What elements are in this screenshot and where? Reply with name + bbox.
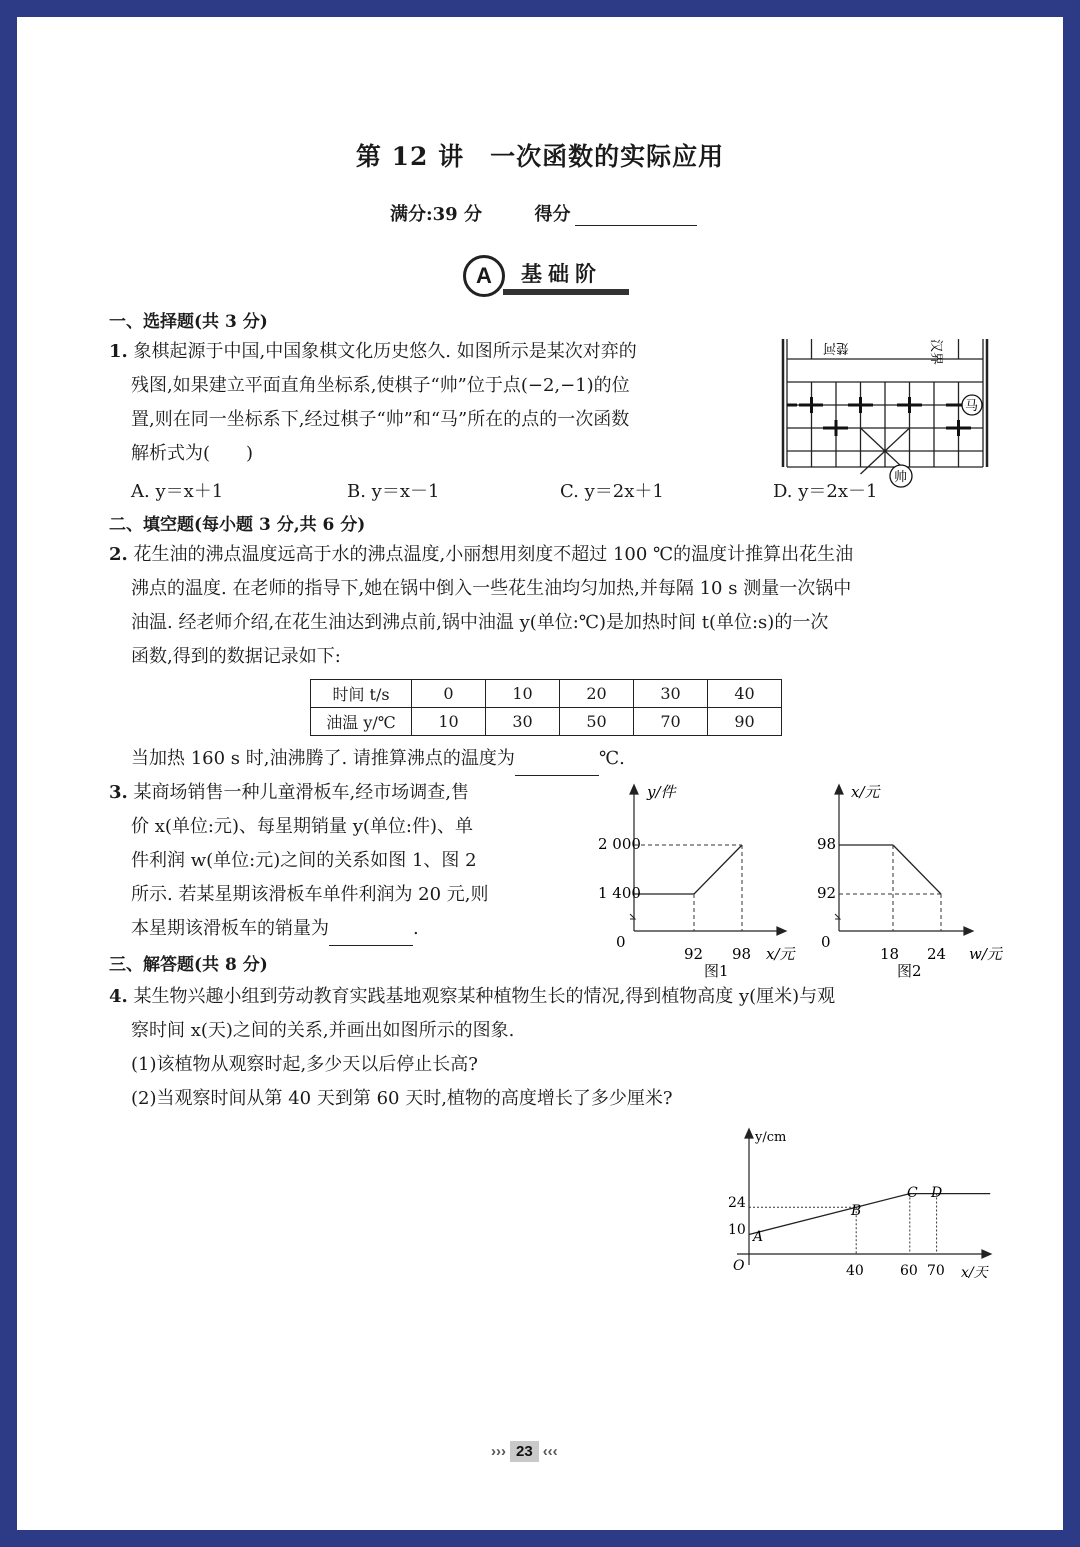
q2-number: 2. (109, 544, 128, 565)
full-score: 满分:39 分 (390, 204, 482, 225)
q4-sub-1: (1)该植物从观察时起,多少天以后停止长高? (131, 1054, 478, 1075)
section-letter-icon: A (463, 255, 505, 297)
fig1-xtick-92: 92 (684, 945, 704, 963)
fig2-ylabel: x/元 (851, 783, 880, 801)
question-2 (109, 538, 1009, 674)
q4-point-b: B (851, 1203, 862, 1219)
table-row-label: 时间 t/s (311, 680, 412, 708)
question-1 (109, 335, 769, 471)
part1-heading: 一、选择题(共 3 分) (109, 312, 268, 332)
q1-line-4: 解析式为( ) (131, 443, 254, 464)
q3-line-5: 本星期该滑板车的销量为 (131, 918, 329, 939)
fig1-ytick-1400: 1 400 (598, 884, 641, 902)
q1-line-3: 置,则在同一坐标系下,经过棋子“帅”和“马”所在的点的一次函数 (131, 409, 630, 430)
page-footer (491, 1441, 558, 1462)
q3-line-1: 某商场销售一种儿童滑板车,经市场调查,售 (133, 782, 469, 803)
q4-point-d: D (931, 1185, 943, 1201)
q3-line-3: 件利润 w(单位:元)之间的关系如图 1、图 2 (131, 850, 477, 871)
table-cell: 50 (560, 708, 634, 736)
q2-answer-unit: ℃. (598, 748, 625, 769)
q1-option-c[interactable]: C. y＝2x＋1 (560, 481, 664, 502)
fig2-origin: 0 (821, 933, 831, 951)
q3-line-4: 所示. 若某星期该滑板车单件利润为 20 元,则 (131, 884, 489, 905)
section-label: 基础阶 (521, 261, 602, 286)
q4-line-2: 察时间 x(天)之间的关系,并画出如图所示的图象. (131, 1020, 515, 1041)
q4-sub-2: (2)当观察时间从第 40 天到第 60 天时,植物的高度增长了多少厘米? (131, 1088, 673, 1109)
table-cell: 90 (708, 708, 782, 736)
table-cell: 20 (560, 680, 634, 708)
q3-period: . (413, 918, 419, 939)
q1-line-1: 象棋起源于中国,中国象棋文化历史悠久. 如图所示是某次对弈的 (133, 341, 637, 362)
q1-number: 1. (109, 341, 128, 362)
table-cell: 30 (486, 708, 560, 736)
river-label-right: 汉界 (928, 339, 943, 366)
king-piece-label: 帅 (894, 470, 908, 485)
q4-xlabel: x/天 (961, 1265, 988, 1281)
table-row-label: 油温 y/℃ (311, 708, 412, 736)
fig1-caption: 图1 (704, 962, 729, 980)
q1-option-d[interactable]: D. y＝2x－1 (773, 481, 878, 502)
q1-option-b[interactable]: B. y＝x－1 (347, 481, 440, 502)
table-cell: 10 (486, 680, 560, 708)
plant-growth-chart (717, 1125, 1007, 1285)
q2-answer-blank[interactable] (515, 757, 599, 776)
q4-ytick-24: 24 (728, 1195, 746, 1211)
fig1-series-line (694, 845, 742, 894)
fig2-caption: 图2 (897, 962, 922, 980)
q2-line-3: 油温. 经老师介绍,在花生油达到沸点前,锅中油温 y(单位:℃)是加热时间 t(单位:s)的一次 (131, 612, 829, 633)
fig2-xtick-18: 18 (880, 945, 900, 963)
page-title: 第 12 讲 一次函数的实际应用 (355, 142, 725, 171)
table-cell: 40 (708, 680, 782, 708)
score-line (390, 200, 697, 226)
question-4 (109, 980, 1019, 1116)
q1-option-a[interactable]: A. y＝x＋1 (131, 481, 224, 502)
fig1-xtick-98: 98 (732, 945, 752, 963)
fig1-ytick-2000: 2 000 (598, 835, 641, 853)
table-cell: 70 (634, 708, 708, 736)
q4-series-line (749, 1194, 990, 1235)
fig2-xtick-24: 24 (927, 945, 947, 963)
q2-answer-line (131, 742, 625, 776)
q4-number: 4. (109, 986, 128, 1007)
q3-answer-blank[interactable] (329, 927, 413, 946)
part2-heading: 二、填空题(每小题 3 分,共 6 分) (109, 515, 366, 535)
q4-xtick-60: 60 (900, 1263, 918, 1279)
q1-line-2: 残图,如果建立平面直角坐标系,使棋子“帅”位于点(−2,−1)的位 (131, 375, 630, 396)
q4-ytick-10: 10 (728, 1222, 746, 1238)
fig2-ytick-98: 98 (817, 835, 837, 853)
q3-line-2: 价 x(单位:元)、每星期销量 y(单位:件)、单 (131, 816, 473, 837)
score-blank[interactable] (575, 207, 697, 226)
q2-line-1: 花生油的沸点温度远高于水的沸点温度,小丽想用刻度不超过 100 ℃的温度计推算出花生油 (133, 544, 854, 565)
q4-xtick-40: 40 (846, 1263, 864, 1279)
fig1-ylabel: y/件 (647, 783, 676, 801)
page-number: 23 (510, 1441, 539, 1462)
question-3 (109, 776, 569, 946)
figure-2-chart (797, 781, 1012, 980)
q2-data-table (310, 679, 782, 736)
horse-piece-label: 马 (965, 399, 979, 414)
badge-underline (503, 289, 629, 295)
q4-line-1: 某生物兴趣小组到劳动教育实践基地观察某种植物生长的情况,得到植物高度 y(厘米)与观 (133, 986, 836, 1007)
q4-xtick-70: 70 (927, 1263, 945, 1279)
q4-point-c: C (907, 1185, 918, 1201)
q2-answer-text: 当加热 160 s 时,油沸腾了. 请推算沸点的温度为 (131, 748, 515, 769)
table-cell: 30 (634, 680, 708, 708)
q4-ylabel: y/cm (755, 1130, 787, 1145)
table-cell: 0 (412, 680, 486, 708)
table-row (311, 708, 782, 736)
river-label-left: 楚河 (822, 340, 849, 355)
fig2-xlabel: w/元 (969, 945, 1002, 963)
fig1-xlabel: x/元 (766, 945, 795, 963)
q4-origin: O (733, 1258, 745, 1274)
footer-right-arrows: ‹‹‹ (542, 1443, 558, 1460)
got-score-label: 得分 (534, 204, 571, 225)
q3-number: 3. (109, 782, 128, 803)
q4-point-a: A (753, 1229, 764, 1245)
fig2-ytick-92: 92 (817, 884, 837, 902)
part3-heading: 三、解答题(共 8 分) (109, 955, 268, 975)
footer-left-arrows: ››› (491, 1443, 506, 1460)
table-row (311, 680, 782, 708)
figure-1-chart (572, 781, 795, 980)
worksheet-page (17, 17, 1063, 1530)
table-cell: 10 (412, 708, 486, 736)
q2-line-2: 沸点的温度. 在老师的指导下,她在锅中倒入一些花生油均匀加热,并每隔 10 s 测量一次锅中 (131, 578, 852, 599)
chess-board-figure (779, 339, 991, 485)
q2-line-4: 函数,得到的数据记录如下: (131, 646, 341, 667)
fig1-origin: 0 (616, 933, 626, 951)
fig2-series-line (893, 845, 941, 894)
